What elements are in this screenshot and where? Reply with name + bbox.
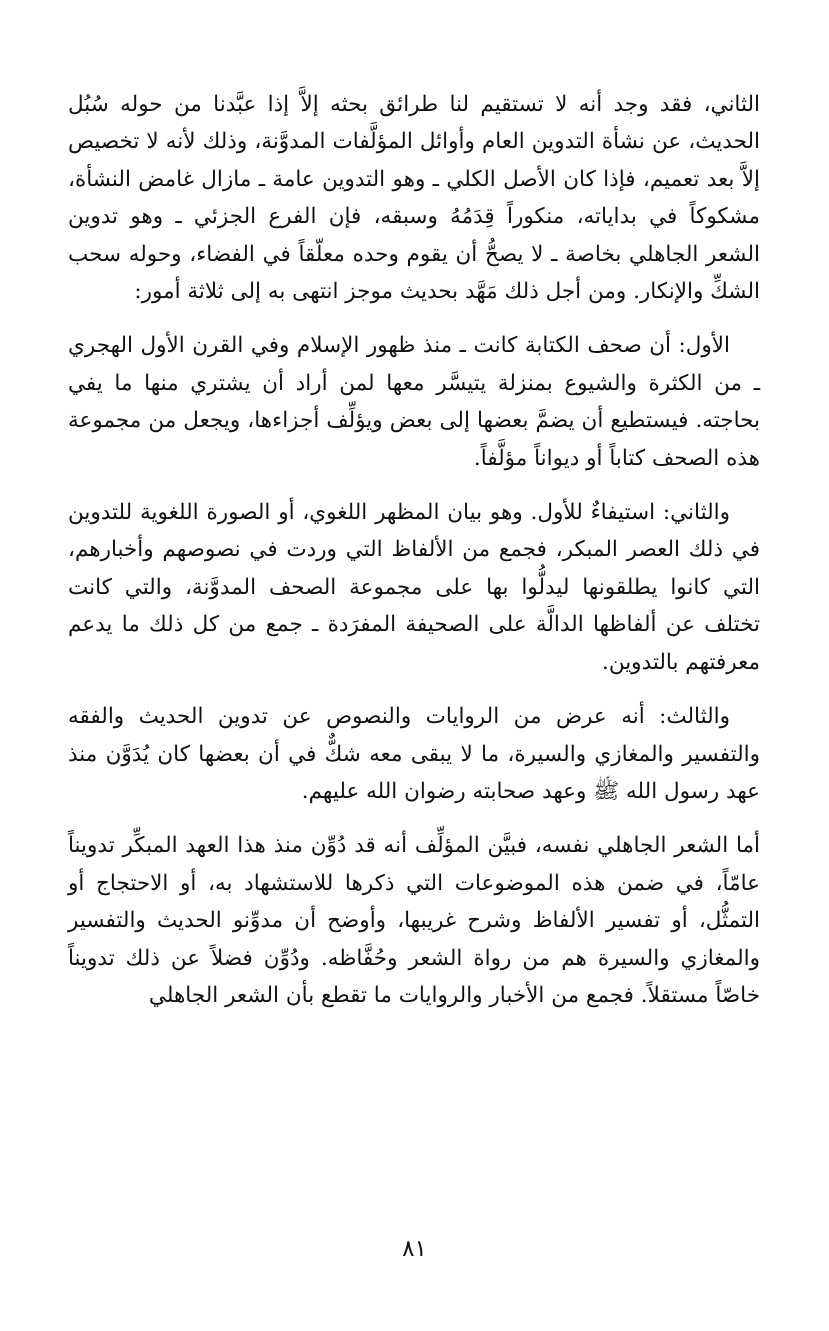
- page-number: ٨١: [402, 1236, 427, 1262]
- paragraph-first-point: الأول: أن صحف الكتابة كانت ـ منذ ظهور الإسلام وفي القرن الأول الهجري ـ من الكثرة والشيوع بمنزلة يتيسَّر معها لمن أراد أن يشتري منها ما يفي بحاجته. فيستطيع أن يضمَّ بعضها إلى بعض ويؤلِّف أجزاءها، ويجعل من مجموعة هذه الصحف كتاباً أو ديواناً مؤلَّفاً.: [68, 333, 760, 471]
- paragraph-third-point: والثالث: أنه عرض من الروايات والنصوص عن تدوين الحديث والفقه والتفسير والمغازي والسيرة، ما لا يبقى معه شكٌّ في أن بعضها كان يُدَوَّن منذ عهد رسول الله ﷺ وعهد صحابته رضوان الله عليهم.: [68, 704, 760, 804]
- paragraph-jahili-poetry: أما الشعر الجاهلي نفسه، فبيَّن المؤلِّف أنه قد دُوِّن منذ هذا العهد المبكِّر تدويناً عامّاً، في ضمن هذه الموضوعات التي ذكرها للاستشهاد به، أو الاحتجاج أو التمثُّل، أو تفسير الألفاظ وشرح غريبها، وأوضح أن مدوِّنو الحديث والتفسير والمغازي والسيرة هم من رواة الشعر وحُفَّاظه. ودُوِّن فضلاً عن ذلك تدويناً خاصّاً مستقلاً. فجمع من الأخبار والروايات ما تقطع بأن الشعر الجاهلي: [68, 833, 760, 1008]
- paragraph-intro: الثاني، فقد وجد أنه لا تستقيم لنا طرائق بحثه إلاَّ إذا عبَّدنا من حوله سُبُل الحديث، عن نشأة التدوين العام وأوائل المؤلَّفات المدوَّنة، وذلك لأنه لا تخصيص إلاَّ بعد تعميم، فإذا كان الأصل الكلي ـ وهو التدوين عامة ـ مازال غامض النشأة، مشكوكاً في بداياته، منكوراً قِدَمُهُ وسبقه، فإن الفرع الجزئي ـ وهو تدوين الشعر الجاهلي بخاصة ـ لا يصحُّ أن يقوم وحده معلّقاً في الفضاء، وحوله سحب الشكِّ والإنكار. ومن أجل ذلك مَهَّد بحديث موجز انتهى به إلى ثلاثة أمور:: [68, 92, 760, 305]
- body-text: [68, 86, 760, 1014]
- paragraph-second-point: والثاني: استيفاءٌ للأول. وهو بيان المظهر اللغوي، أو الصورة اللغوية للتدوين في ذلك العصر المبكر، فجمع من الألفاظ التي وردت في نصوصهم وأخبارهم، التي كانوا يطلقونها ليدلُّوا بها على مجموعة الصحف المدوَّنة، والتي كانت تختلف عن ألفاظها الدالَّة على الصحيفة المفرَدة ـ جمع من كل ذلك ما يدعم معرفتهم بالتدوين.: [68, 500, 760, 675]
